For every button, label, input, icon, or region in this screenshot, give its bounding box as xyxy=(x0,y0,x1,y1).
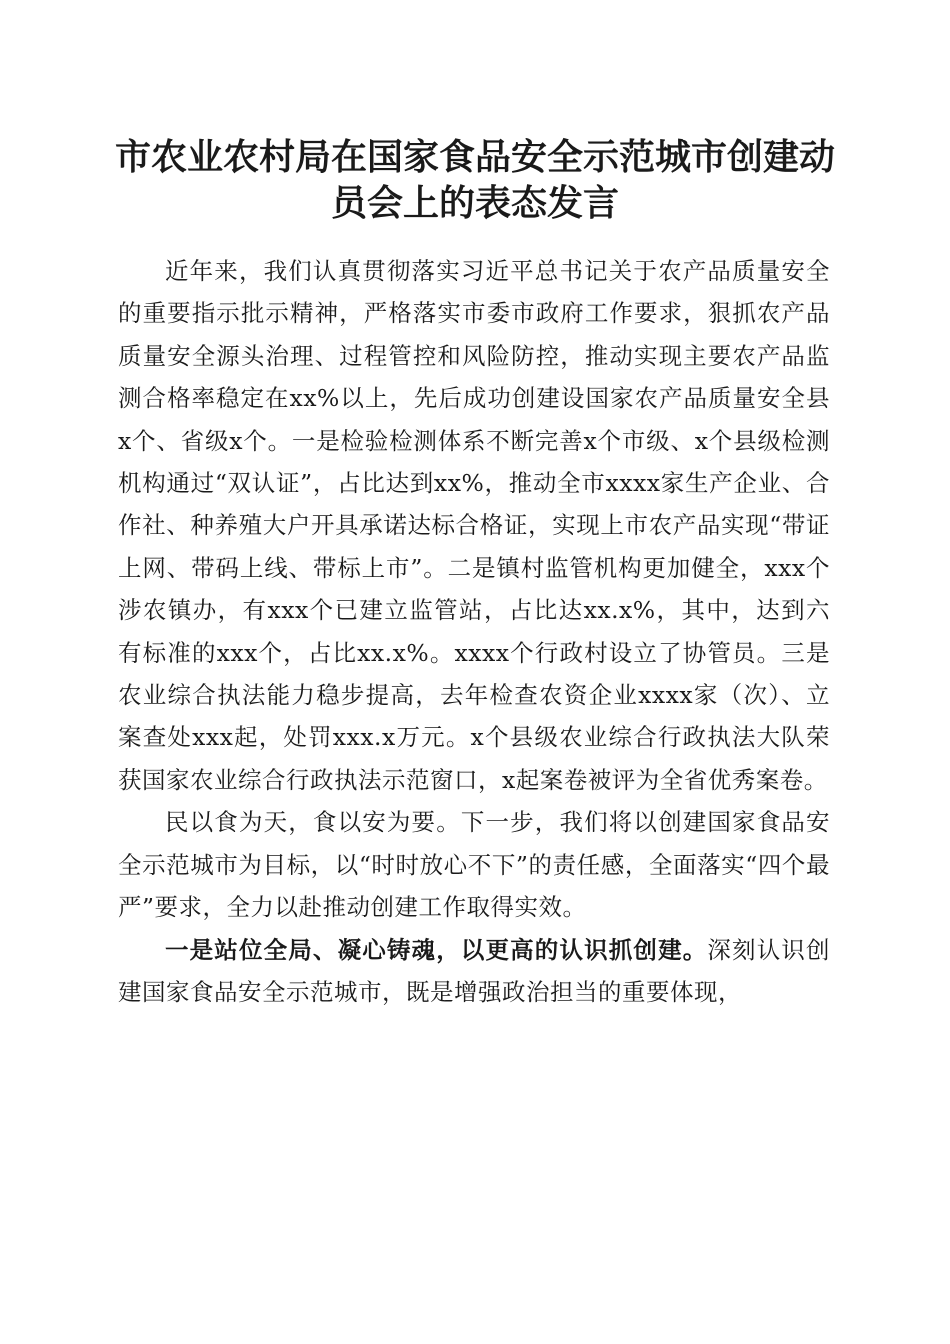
title-line-1: 市农业农村局在国家食品安全示范城市创建动 xyxy=(114,136,835,178)
document-body xyxy=(118,250,830,1013)
paragraph-3-lead: 一是站位全局、凝心铸魂，以更高的认识抓创建。 xyxy=(165,935,708,964)
document-title xyxy=(100,134,850,226)
paragraph-2-text: 民以食为天，食以安为要。下一步，我们将以创建国家食品安全示范城市为目标，以“时时放心不下”的责任感，全面落实“四个最严”要求，全力以赴推动创建工作取得实效。 xyxy=(118,808,830,922)
title-line-2: 员会上的表态发言 xyxy=(330,182,619,224)
paragraph-2 xyxy=(118,801,830,928)
paragraph-3 xyxy=(118,929,830,1014)
paragraph-1-text: 近年来，我们认真贯彻落实习近平总书记关于农产品质量安全的重要指示批示精神，严格落实市委市政府工作要求，狠抓农产品质量安全源头治理、过程管控和风险防控，推动实现主要农产品监测合格率稳定在xx%以上，先后成功创建设国家农产品质量安全县x个、省级x个。一是检验检测体系不断完善x个市级、x个县级检测机构通过“双认证”，占比达到xx%，推动全市xxxx家生产企业、合作社、种养殖大户开具承诺达标合格证，实现上市农产品实现“带证上网、带码上线、带标上市”。二是镇村监管机构更加健全，xxx个涉农镇办，有xxx个已建立监管站，占比达xx.x%，其中，达到六有标准的xxx个，占比xx.x%。xxxx个行政村设立了协管员。三是农业综合执法能力稳步提高，去年检查农资企业xxxx家（次）、立案查处xxx起，处罚xxx.x万元。x个县级农业综合行政执法大队荣获国家农业综合行政执法示范窗口，x起案卷被评为全省优秀案卷。 xyxy=(118,257,830,794)
paragraph-1 xyxy=(118,250,830,801)
paragraph-3-text: 深刻认识创建国家食品安全示范城市，既是增强政治担当的重要体现， xyxy=(118,935,831,1006)
